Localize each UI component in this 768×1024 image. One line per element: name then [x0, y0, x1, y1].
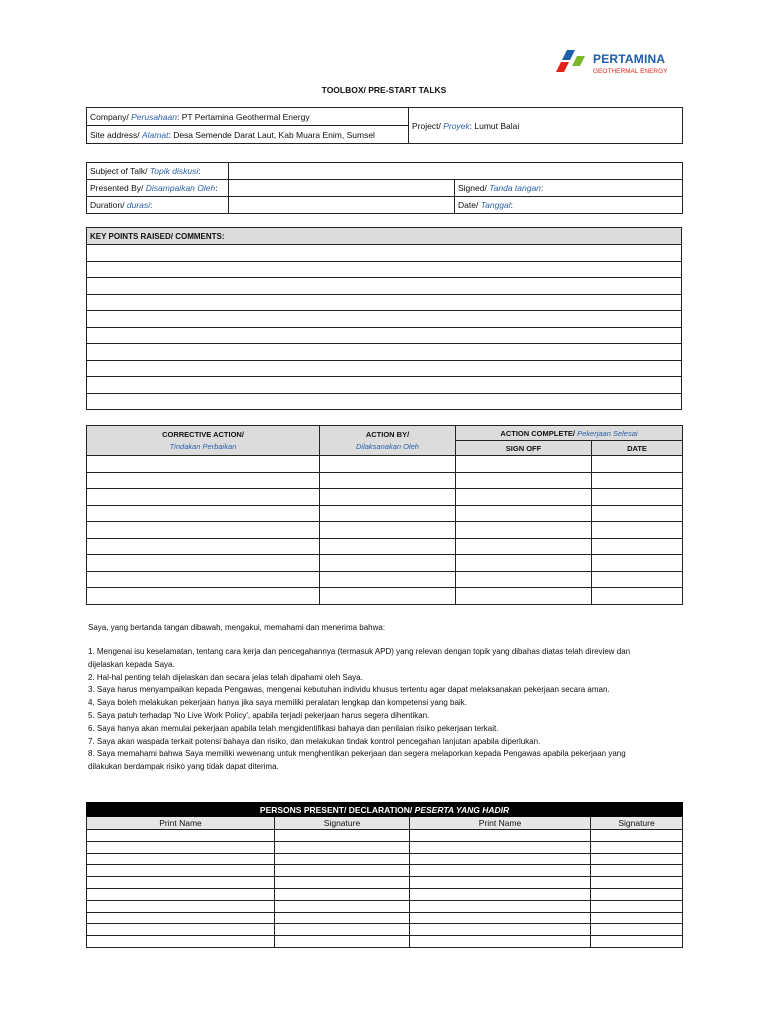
date-cell[interactable] — [455, 197, 683, 214]
action-by-header — [320, 426, 456, 456]
action-by-field[interactable] — [320, 522, 456, 539]
person-row — [87, 912, 683, 924]
corrective-action-table — [86, 425, 683, 605]
print-name-field[interactable] — [87, 830, 275, 842]
action-by-field[interactable] — [320, 555, 456, 572]
action-by-label: ACTION BY/ — [365, 429, 410, 439]
presented-label: Presented By/ — [90, 183, 144, 193]
signature-field[interactable] — [275, 865, 410, 877]
declaration-item: dijelaskan kepada Saya. — [88, 659, 175, 669]
corrective-action-header — [87, 426, 320, 456]
signature-field[interactable] — [591, 865, 683, 877]
duration-label-cell — [87, 197, 229, 214]
subject-label-italic: Topik diskusi — [149, 166, 199, 176]
duration-field[interactable] — [229, 197, 455, 214]
project-label: Project/ — [412, 120, 441, 131]
signed-label: Signed/ — [458, 183, 487, 193]
signature-header-2: Signature — [591, 817, 683, 830]
corrective-action-field[interactable] — [87, 538, 320, 555]
date-field[interactable] — [592, 538, 683, 555]
signature-field[interactable] — [591, 900, 683, 912]
corrective-action-row — [87, 472, 683, 489]
print-name-field[interactable] — [410, 900, 591, 912]
date-label: Date/ — [458, 200, 479, 210]
date-field[interactable] — [592, 588, 683, 605]
company-info-table — [86, 107, 683, 144]
print-name-field[interactable] — [87, 936, 275, 948]
print-name-field[interactable] — [410, 912, 591, 924]
presented-label-cell — [87, 180, 229, 197]
sign-off-field[interactable] — [456, 588, 592, 605]
signature-field[interactable] — [591, 841, 683, 853]
project-value: : Lumut Balai — [469, 120, 520, 131]
corrective-action-field[interactable] — [87, 571, 320, 588]
action-by-field[interactable] — [320, 538, 456, 555]
project-cell — [409, 108, 683, 144]
key-point-row — [87, 327, 682, 344]
date-field[interactable] — [592, 555, 683, 572]
print-name-field[interactable] — [410, 865, 591, 877]
date-field[interactable] — [592, 456, 683, 473]
action-by-field[interactable] — [320, 505, 456, 522]
signature-field[interactable] — [275, 830, 410, 842]
corrective-action-field[interactable] — [87, 472, 320, 489]
action-by-field[interactable] — [320, 456, 456, 473]
key-point-field[interactable] — [87, 360, 682, 377]
talk-info-table — [86, 162, 683, 214]
print-name-field[interactable] — [410, 841, 591, 853]
presented-label-italic: Disampaikan Oleh — [145, 183, 216, 193]
signature-field[interactable] — [591, 912, 683, 924]
presented-field[interactable] — [229, 180, 455, 197]
action-complete-label-italic: Pekerjaan Selesai — [577, 428, 638, 438]
signature-field[interactable] — [275, 936, 410, 948]
corrective-action-field[interactable] — [87, 522, 320, 539]
action-by-field[interactable] — [320, 571, 456, 588]
action-by-field[interactable] — [320, 588, 456, 605]
signature-field[interactable] — [591, 853, 683, 865]
key-point-row — [87, 377, 682, 394]
declaration-item: 6. Saya hanya akan memulai pekerjaan apabila telah mengidentifikasi bahaya dan penilaian risiko pekerjaan terkait. — [88, 723, 499, 733]
corrective-action-row — [87, 588, 683, 605]
print-name-field[interactable] — [87, 865, 275, 877]
declaration-item: 1. Mengenai isu keselamatan, tentang cara kerja dan pencegahannya (termasuk APD) yang relevan dengan topik yang dibahas diatas telah direview dan — [88, 647, 631, 656]
key-points-table — [86, 227, 682, 410]
key-points-header: KEY POINTS RAISED/ COMMENTS: — [87, 228, 682, 245]
key-point-field[interactable] — [87, 377, 682, 394]
key-point-field[interactable] — [87, 327, 682, 344]
print-name-field[interactable] — [410, 830, 591, 842]
pertamina-logo-icon — [555, 48, 589, 78]
signature-field[interactable] — [591, 888, 683, 900]
corrective-action-row — [87, 555, 683, 572]
key-point-row — [87, 360, 682, 377]
corrective-action-label-italic: Tindakan Perbaikan — [169, 441, 237, 451]
key-point-field[interactable] — [87, 261, 682, 278]
signature-field[interactable] — [275, 877, 410, 889]
declaration-item: dilakukan berdampak risiko yang tidak dapat diterima. — [88, 762, 279, 772]
site-label-italic: Alamat — [142, 129, 169, 140]
action-by-field[interactable] — [320, 489, 456, 506]
site-cell — [87, 126, 409, 144]
declaration-item: 3. Saya harus menyampaikan kepada Pengawas, mengenai kebutuhan individu khusus tertentu agar dapat melaksanakan pekerjaan secara aman. — [88, 685, 610, 695]
declaration-item: 7. Saya akan waspada terkait potensi bahaya dan risiko, dan melakukan tindak kontrol pencegahan lanjutan apabila diperlukan. — [88, 736, 541, 746]
print-name-field[interactable] — [87, 877, 275, 889]
corrective-action-field[interactable] — [87, 588, 320, 605]
signature-header-1: Signature — [275, 817, 410, 830]
company-label-italic: Perusahaan — [131, 111, 177, 122]
signature-field[interactable] — [275, 900, 410, 912]
persons-present-header — [87, 803, 683, 817]
person-row — [87, 865, 683, 877]
presented-colon: : — [215, 183, 218, 193]
key-point-row — [87, 311, 682, 328]
date-field[interactable] — [592, 472, 683, 489]
print-name-header-2: Print Name — [410, 817, 591, 830]
action-by-field[interactable] — [320, 472, 456, 489]
declaration-item: 2. Hal-hal penting telah dijelaskan dan secara jelas telah dipahami oleh Saya. — [88, 672, 363, 682]
print-name-field[interactable] — [87, 841, 275, 853]
declaration-item: 8. Saya memahami bahwa Saya memiliki wewenang untuk menghentikan pekerjaan dan segera melaporkan kepada Pengawas apabila pekerjaan yang — [88, 749, 626, 759]
duration-label: Duration/ — [90, 200, 125, 210]
print-name-field[interactable] — [87, 924, 275, 936]
duration-colon: : — [150, 200, 153, 210]
sign-off-field[interactable] — [456, 571, 592, 588]
sign-off-field[interactable] — [456, 505, 592, 522]
signature-field[interactable] — [591, 877, 683, 889]
declaration-list — [88, 646, 688, 774]
person-row — [87, 924, 683, 936]
key-point-row — [87, 278, 682, 295]
date-label-italic: Tanggal — [480, 200, 511, 210]
corrective-action-row — [87, 505, 683, 522]
date-field[interactable] — [592, 522, 683, 539]
signature-field[interactable] — [275, 924, 410, 936]
sign-off-header: SIGN OFF — [456, 441, 592, 456]
signed-colon: : — [540, 183, 544, 193]
subject-label: Subject of Talk/ — [90, 166, 148, 176]
project-label-italic: Proyek — [443, 120, 470, 131]
person-row — [87, 936, 683, 948]
person-row — [87, 841, 683, 853]
duration-label-italic: durasi — [126, 200, 151, 210]
action-complete-label: ACTION COMPLETE/ — [500, 428, 576, 438]
corrective-action-field[interactable] — [87, 489, 320, 506]
sign-off-field[interactable] — [456, 456, 592, 473]
person-row — [87, 888, 683, 900]
site-label: Site address/ — [90, 129, 140, 140]
company-label: Company/ — [90, 111, 129, 122]
date-field[interactable] — [592, 489, 683, 506]
signature-field[interactable] — [275, 841, 410, 853]
corrective-action-row — [87, 456, 683, 473]
persons-present-label-italic: PESERTA YANG HADIR — [414, 804, 510, 815]
action-by-label-italic: Dilaksanakan Oleh — [356, 441, 419, 451]
subject-label-cell — [87, 163, 229, 180]
date-header: DATE — [592, 441, 683, 456]
declaration-item: 5. Saya patuh terhadap 'No Live Work Policy', apabila terjadi pekerjaan harus segera dihentikan. — [88, 710, 430, 720]
corrective-action-field[interactable] — [87, 505, 320, 522]
signed-cell[interactable] — [455, 180, 683, 197]
sign-off-field[interactable] — [456, 472, 592, 489]
declaration-item: 4. Saya boleh melakukan pekerjaan hanya jika saya memiliki peralatan lengkap dan kompetensi yang baik. — [88, 698, 467, 708]
signature-field[interactable] — [591, 924, 683, 936]
subject-field[interactable] — [229, 163, 683, 180]
key-point-field[interactable] — [87, 278, 682, 295]
date-field[interactable] — [592, 505, 683, 522]
corrective-action-row — [87, 522, 683, 539]
person-row — [87, 900, 683, 912]
corrective-action-row — [87, 489, 683, 506]
logo-subtitle: GEOTHERMAL ENERGY — [593, 68, 668, 75]
subject-colon: : — [198, 166, 201, 176]
corrective-action-label: CORRECTIVE ACTION/ — [162, 429, 244, 439]
print-name-header-1: Print Name — [87, 817, 275, 830]
print-name-field[interactable] — [87, 853, 275, 865]
action-complete-header — [456, 426, 683, 441]
key-point-field[interactable] — [87, 344, 682, 361]
key-point-field[interactable] — [87, 311, 682, 328]
person-row — [87, 877, 683, 889]
person-row — [87, 853, 683, 865]
print-name-field[interactable] — [410, 853, 591, 865]
sign-off-field[interactable] — [456, 538, 592, 555]
person-row — [87, 830, 683, 842]
sign-off-field[interactable] — [456, 489, 592, 506]
key-point-row — [87, 261, 682, 278]
sign-off-field[interactable] — [456, 522, 592, 539]
print-name-field[interactable] — [410, 877, 591, 889]
sign-off-field[interactable] — [456, 555, 592, 572]
corrective-action-field[interactable] — [87, 456, 320, 473]
declaration-intro: Saya, yang bertanda tangan dibawah, mengakui, memahami dan menerima bahwa: — [88, 623, 386, 632]
logo-brand: PERTAMINA — [593, 52, 666, 66]
key-point-field[interactable] — [87, 393, 682, 410]
date-field[interactable] — [592, 571, 683, 588]
corrective-action-row — [87, 538, 683, 555]
corrective-action-field[interactable] — [87, 555, 320, 572]
key-point-row — [87, 294, 682, 311]
site-value: : Desa Semende Darat Laut, Kab Muara Enim, Sumsel — [168, 129, 375, 140]
persons-present-label: PERSONS PRESENT/ DECLARATION/ — [259, 804, 413, 815]
print-name-field[interactable] — [410, 936, 591, 948]
date-colon: : — [510, 200, 514, 210]
persons-present-table — [86, 802, 683, 948]
print-name-field[interactable] — [410, 888, 591, 900]
document-title: TOOLBOX/ PRE-START TALKS — [321, 85, 447, 95]
key-point-row — [87, 393, 682, 410]
signature-field[interactable] — [591, 936, 683, 948]
print-name-field[interactable] — [87, 912, 275, 924]
key-point-row — [87, 245, 682, 262]
signature-field[interactable] — [275, 853, 410, 865]
print-name-field[interactable] — [410, 924, 591, 936]
company-cell — [87, 108, 409, 126]
print-name-field[interactable] — [87, 900, 275, 912]
print-name-field[interactable] — [87, 888, 275, 900]
signature-field[interactable] — [275, 912, 410, 924]
signature-field[interactable] — [275, 888, 410, 900]
corrective-action-row — [87, 571, 683, 588]
key-point-field[interactable] — [87, 245, 682, 262]
key-point-field[interactable] — [87, 294, 682, 311]
company-value: : PT Pertamina Geothermal Energy — [176, 111, 310, 122]
company-logo — [555, 46, 670, 82]
signed-label-italic: Tanda tangan — [489, 183, 541, 193]
key-point-row — [87, 344, 682, 361]
signature-field[interactable] — [591, 830, 683, 842]
